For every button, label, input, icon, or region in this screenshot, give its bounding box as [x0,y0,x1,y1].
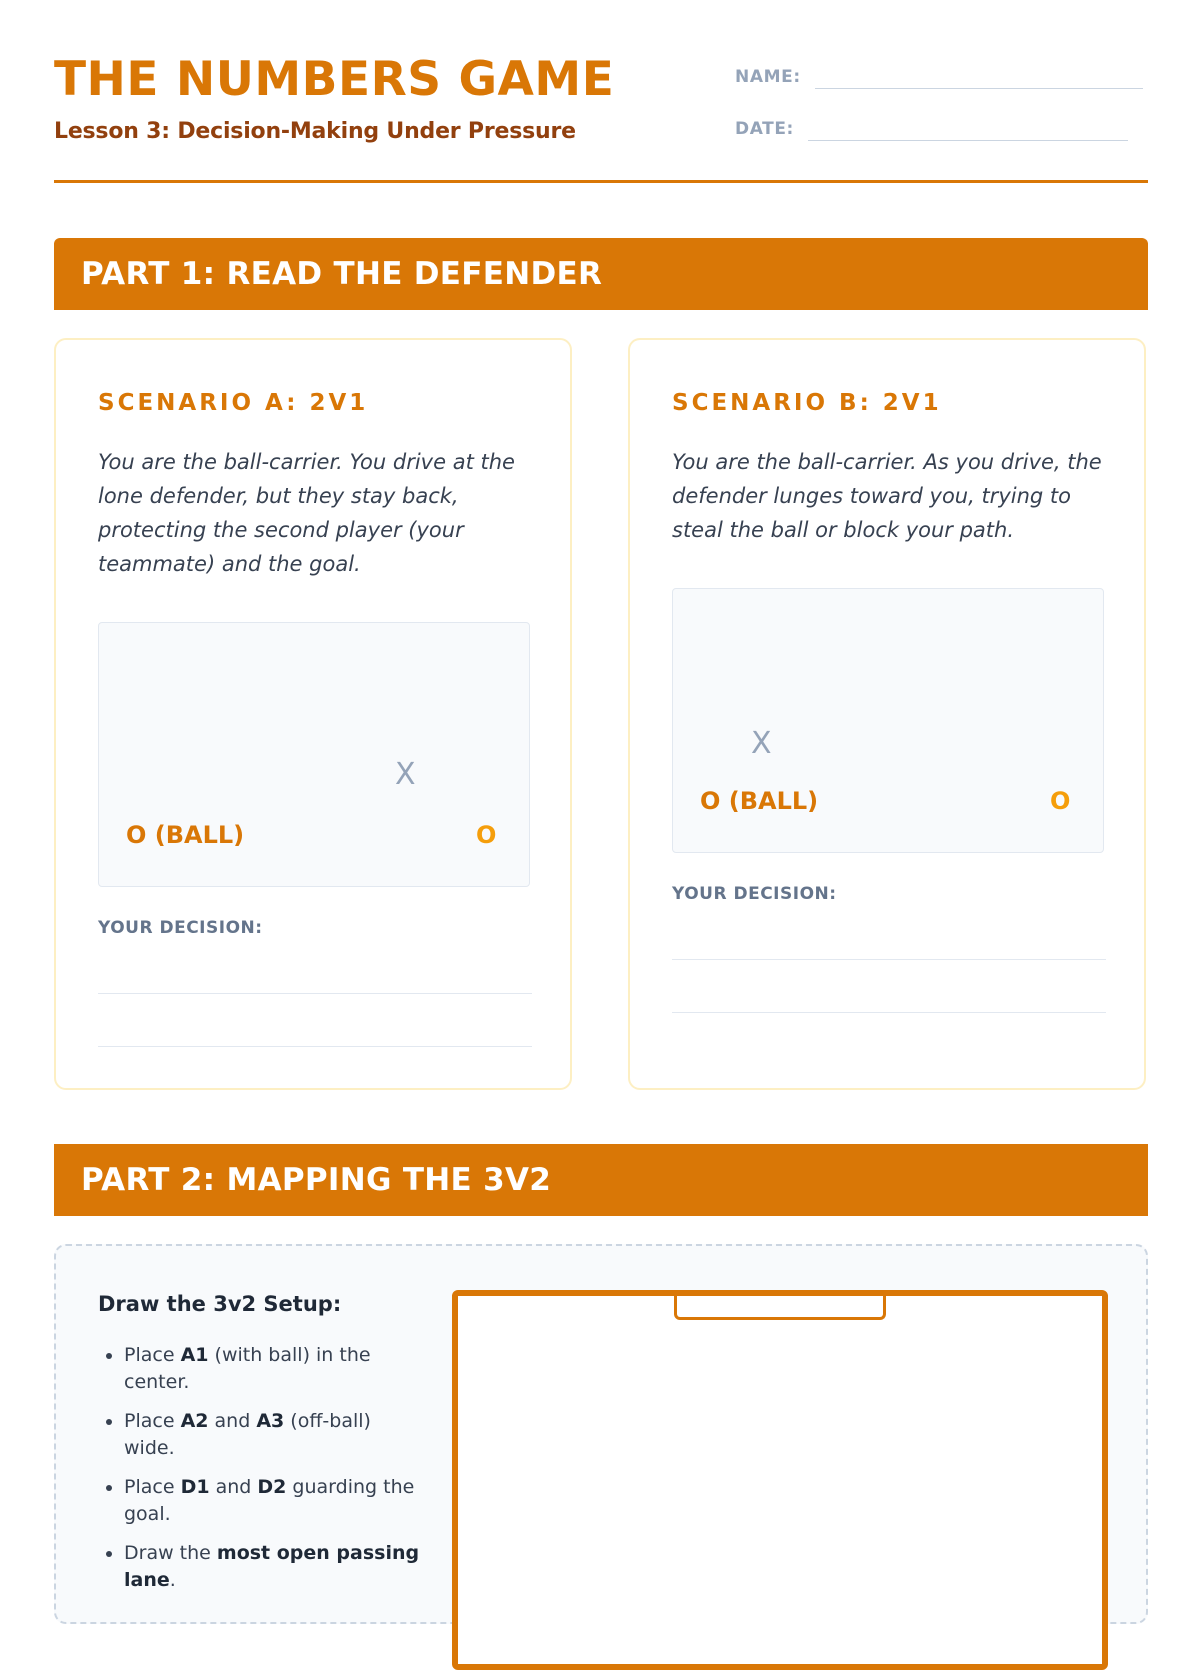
scenario-a-decision-label: YOUR DECISION: [98,918,263,938]
scenario-b-diagram [672,588,1104,853]
drawing-pitch[interactable] [452,1290,1108,1670]
instruction-item: • Place D1 and D2 guarding the goal. [124,1474,424,1528]
name-label: NAME: [735,66,801,87]
scenario-a-answer-line[interactable] [98,1046,532,1047]
scenario-a-answer-line[interactable] [98,993,532,994]
date-field [735,116,1128,141]
defender-marker: X [395,757,416,792]
part1-heading: PART 1: READ THE DEFENDER [54,238,1148,310]
defender-marker: X [751,726,772,761]
ball-carrier-marker: O (BALL) [126,821,245,849]
scenario-b-text: You are the ball-carrier. As you drive, the defender lunges toward you, trying to steal the ball or block your path. [672,450,1102,542]
scenario-a-text: You are the ball-carrier. You drive at the lone defender, but they stay back, protecting the second player (your teammate) and the goal. [98,450,515,576]
scenario-b-answer-line[interactable] [672,1012,1106,1013]
lesson-subtitle: Lesson 3: Decision-Making Under Pressure [54,119,576,144]
scenario-b-decision-label: YOUR DECISION: [672,884,837,904]
teammate-marker: O [476,821,497,849]
scenario-b-card [628,338,1146,1090]
scenario-a-card [54,338,572,1090]
goal-area [674,1290,886,1320]
instructions-list [98,1342,424,1606]
name-input-line[interactable] [815,88,1143,89]
worksheet-title: THE NUMBERS GAME [54,52,615,107]
instruction-item: • Draw the most open passing lane. [124,1540,424,1594]
scenario-b-title: SCENARIO B: 2V1 [672,390,942,416]
instruction-item: • Place A2 and A3 (off-ball) wide. [124,1408,424,1462]
instructions-heading: Draw the 3v2 Setup: [98,1292,342,1316]
scenario-a-title: SCENARIO A: 2V1 [98,390,369,416]
scenario-b-answer-line[interactable] [672,959,1106,960]
part2-activity-box [54,1244,1148,1624]
part2-heading: PART 2: MAPPING THE 3V2 [54,1144,1148,1216]
date-input-line[interactable] [808,140,1128,141]
date-label: DATE: [735,118,794,139]
instruction-item: • Place A1 (with ball) in the center. [124,1342,424,1396]
ball-carrier-marker: O (BALL) [700,787,819,815]
scenario-a-diagram [98,622,530,887]
teammate-marker: O [1050,787,1071,815]
name-field [735,64,1143,89]
worksheet-header [54,52,1148,184]
header-divider [54,180,1148,183]
